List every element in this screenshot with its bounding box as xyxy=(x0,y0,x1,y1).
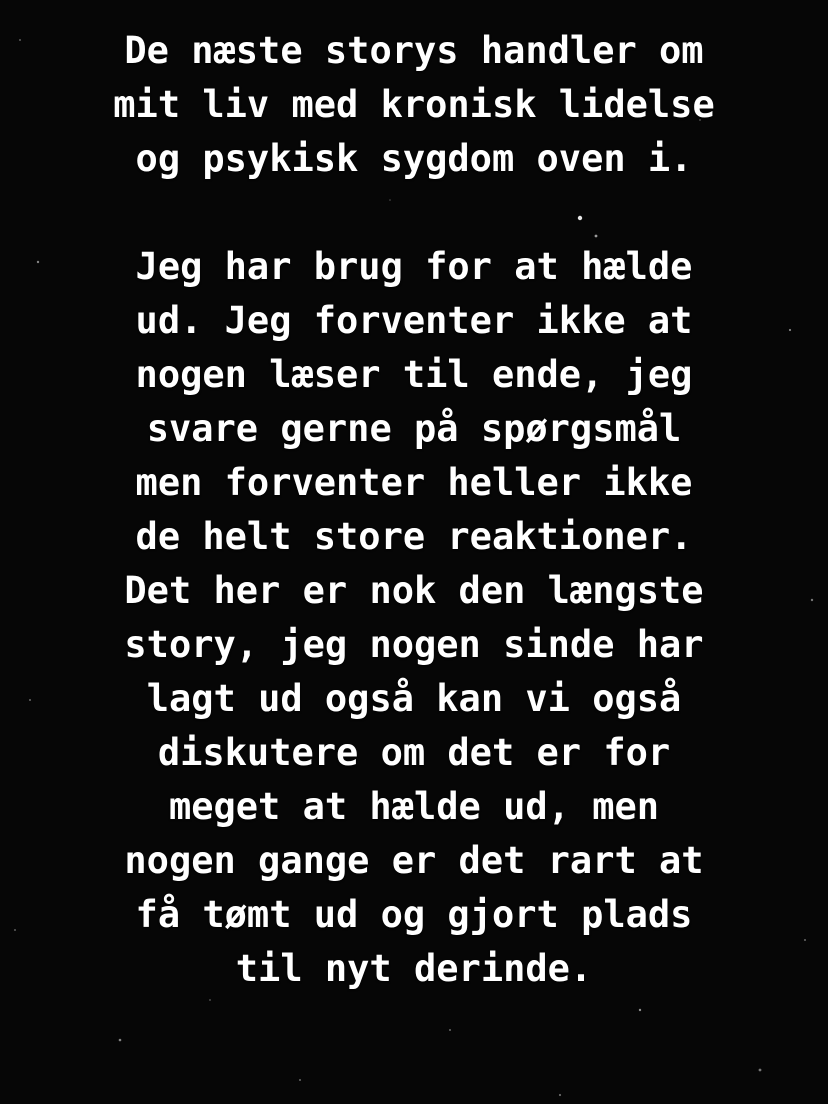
paragraph-spacer xyxy=(0,186,828,240)
story-text xyxy=(0,24,828,996)
text-line: nogen gange er det rart at xyxy=(124,839,704,882)
text-line: til nyt derinde. xyxy=(235,947,593,990)
text-line: Det her er nok den længste xyxy=(124,569,704,612)
text-line: Jeg har brug for at hælde xyxy=(135,245,693,288)
text-line: lagt ud også kan vi også xyxy=(146,677,682,720)
text-line: få tømt ud og gjort plads xyxy=(135,893,693,936)
text-line: ud. Jeg forventer ikke at xyxy=(135,299,693,342)
text-line: meget at hælde ud, men xyxy=(168,785,660,828)
text-line: men forventer heller ikke xyxy=(135,461,693,504)
text-line: story, jeg nogen sinde har xyxy=(124,623,704,666)
text-line: og psykisk sygdom oven i. xyxy=(135,137,693,180)
text-line: svare gerne på spørgsmål xyxy=(146,407,682,450)
text-line: diskutere om det er for xyxy=(157,731,671,774)
text-line: de helt store reaktioner. xyxy=(135,515,693,558)
text-line: nogen læser til ende, jeg xyxy=(135,353,693,396)
text-line: De næste storys handler om xyxy=(124,29,704,72)
text-line: mit liv med kronisk lidelse xyxy=(113,83,715,126)
